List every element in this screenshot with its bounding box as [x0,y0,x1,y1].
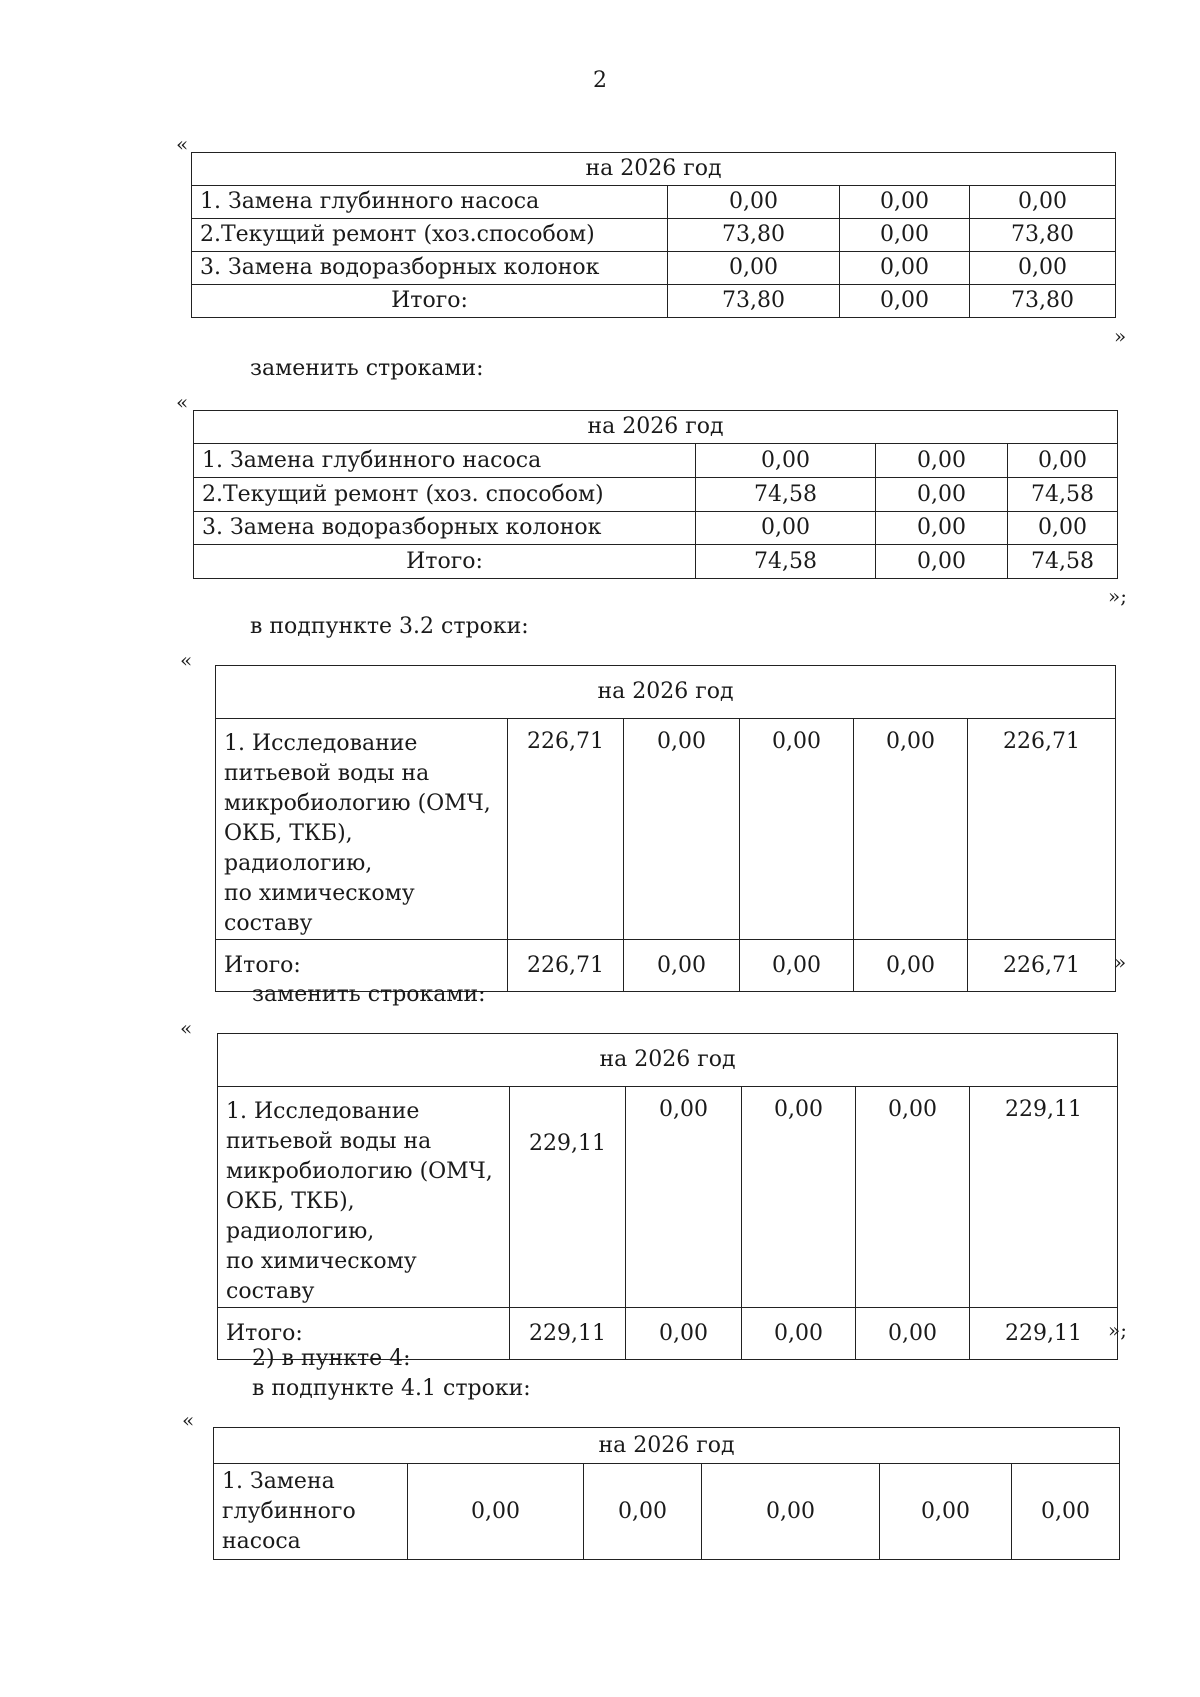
table-row: 1. Замена глубинного насоса 0,00 0,00 0,00 [194,444,1118,478]
table-new-3-2 [217,1033,1118,1360]
paragraph-replace: заменить строками: [252,982,486,1007]
table-total-row: Итого: 229,11 0,00 0,00 0,00 229,11 [218,1308,1118,1360]
table-header: на 2026 год [218,1034,1118,1087]
close-quote: » [1114,950,1127,974]
row-label: 1. Исследование питьевой воды на микробиологию (ОМЧ, ОКБ, ТКБ), радиологию, по химическому составу [216,719,508,940]
table-total-row: Итого: 73,80 0,00 73,80 [192,285,1116,318]
table-row: 1. Исследование питьевой воды на микробиологию (ОМЧ, ОКБ, ТКБ), радиологию, по химическому составу 226,71 0,00 0,00 0,00 226,71 [216,719,1116,940]
row-label: 1. Исследование питьевой воды на микробиологию (ОМЧ, ОКБ, ТКБ), радиологию, по химическому составу [218,1087,510,1308]
page-number: 2 [593,68,607,93]
table-header: на 2026 год [194,411,1118,444]
paragraph-point-4: 2) в пункте 4: [252,1346,411,1371]
table-row: 3. Замена водоразборных колонок 0,00 0,00 0,00 [192,252,1116,285]
table-row: 1. Замена глубинного насоса 0,00 0,00 0,00 [192,186,1116,219]
table-header: на 2026 год [214,1428,1120,1464]
table-new-4-1 [193,410,1118,579]
table-old-4-1 [191,152,1116,318]
open-quote: « [176,390,189,414]
open-quote: « [182,1408,195,1432]
close-quote: » [1114,324,1127,348]
paragraph-subpoint-4-1: в подпункте 4.1 строки: [252,1376,531,1401]
close-quote-semicolon: »; [1108,1318,1127,1342]
table-row: 1. Исследование питьевой воды на микробиологию (ОМЧ, ОКБ, ТКБ), радиологию, по химическому составу 229,11 0,00 0,00 0,00 229,11 [218,1087,1118,1308]
open-quote: « [180,648,193,672]
table-total-row: Итого: 74,58 0,00 74,58 [194,545,1118,579]
table-old-3-2 [215,665,1116,992]
open-quote: « [176,132,189,156]
table-header: на 2026 год [216,666,1116,719]
table-row: 2.Текущий ремонт (хоз. способом) 74,58 0,00 74,58 [194,478,1118,512]
table-row: 3. Замена водоразборных колонок 0,00 0,00 0,00 [194,512,1118,545]
table-row: 2.Текущий ремонт (хоз.способом) 73,80 0,00 73,80 [192,219,1116,252]
table-row: 1. Замена глубинного насоса 0,00 0,00 0,00 0,00 0,00 [214,1464,1120,1560]
paragraph-subpoint-3-2: в подпункте 3.2 строки: [250,614,529,639]
table-header: на 2026 год [192,153,1116,186]
table-old-4-1-pump [213,1427,1120,1560]
row-label: 1. Замена глубинного насоса [214,1464,408,1560]
paragraph-replace: заменить строками: [250,356,484,381]
open-quote: « [180,1016,193,1040]
close-quote-semicolon: »; [1108,584,1127,608]
table-total-row: Итого: 226,71 0,00 0,00 0,00 226,71 [216,940,1116,992]
